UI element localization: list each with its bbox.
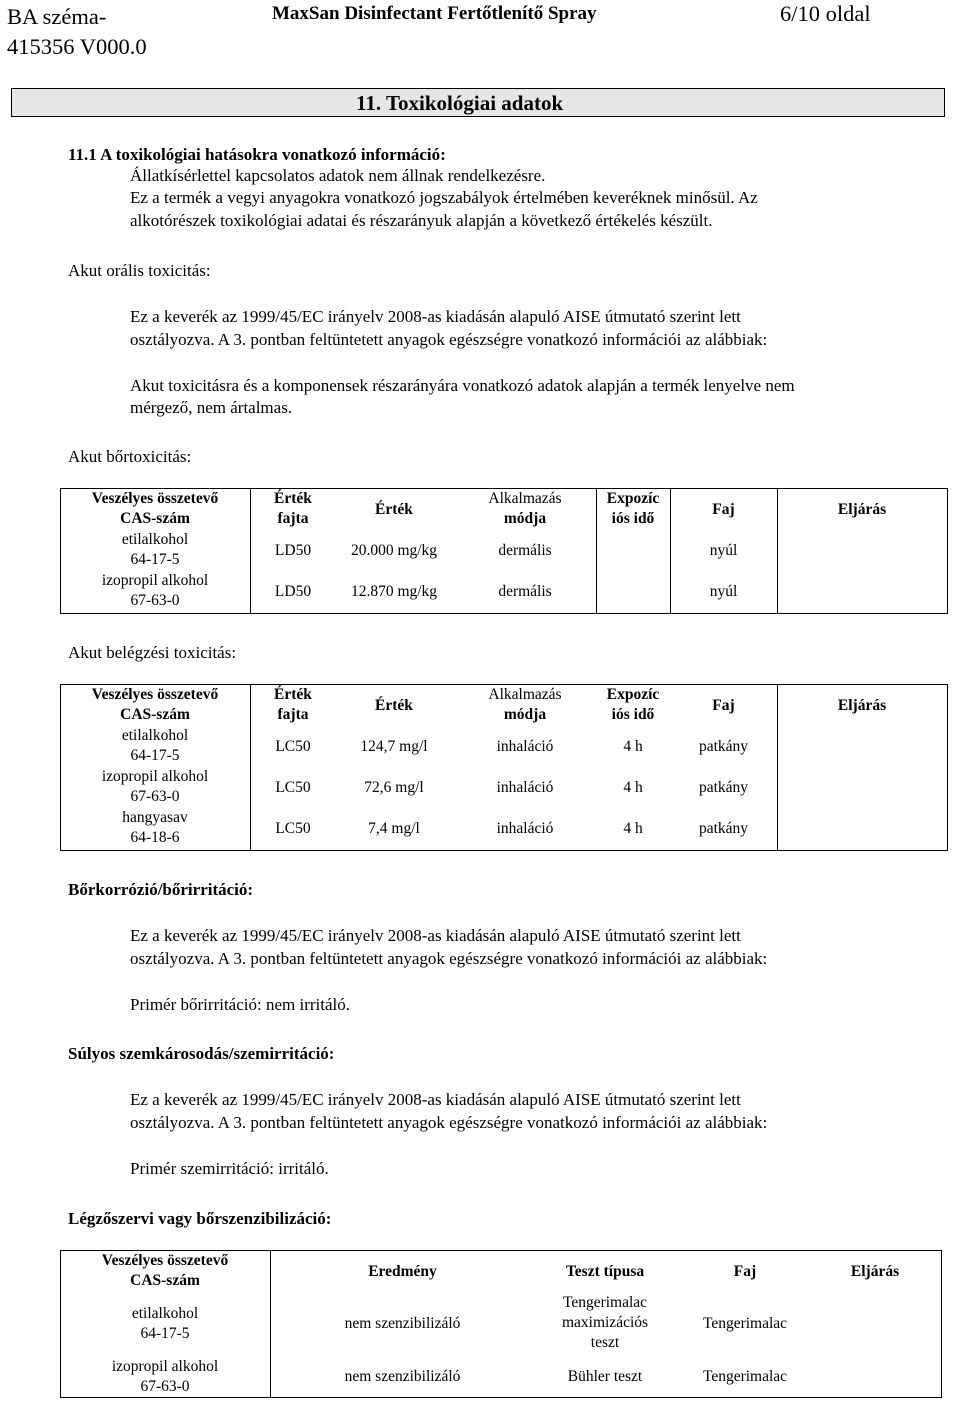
column-divider bbox=[250, 684, 251, 851]
header-component-line-2: CAS-szám bbox=[120, 706, 190, 723]
skin-irritation-label: Bőrkorrózió/bőrirritáció: bbox=[68, 880, 254, 899]
header-route bbox=[466, 489, 584, 529]
column-divider bbox=[270, 1250, 271, 1398]
route-cell: inhaláció bbox=[496, 779, 554, 796]
sensitization-label: Légzőszervi vagy bőrszenzibilizáció: bbox=[68, 1209, 332, 1228]
page-number: 6/10 oldal bbox=[780, 1, 871, 26]
species-cell: patkány bbox=[698, 779, 749, 796]
skin-paragraph-2: Primér bőrirritáció: nem irritáló. bbox=[130, 995, 350, 1014]
component-cell bbox=[60, 571, 250, 611]
cas-number: 64-17-5 bbox=[130, 747, 180, 764]
cas-number: 64-17-5 bbox=[140, 1325, 190, 1342]
value-type-cell: LC50 bbox=[275, 738, 311, 755]
species-cell: Tengerimalac bbox=[702, 1315, 788, 1332]
document-id-line-2: 415356 V000.0 bbox=[7, 34, 147, 59]
subsection-heading: 11.1 A toxikológiai hatásokra vonatkozó információ: bbox=[68, 145, 446, 164]
exposure-time-cell: 4 h bbox=[623, 779, 643, 796]
header-component-line-1: Veszélyes összetevő bbox=[91, 490, 219, 507]
header-route-line-1: Alkalmazás bbox=[488, 490, 562, 507]
header-method: Eljárás bbox=[850, 1263, 900, 1280]
test-type-cell bbox=[530, 1293, 680, 1353]
header-route-line-2: módja bbox=[503, 706, 547, 723]
exposure-time-cell: 4 h bbox=[623, 738, 643, 755]
cas-number: 67-63-0 bbox=[130, 592, 180, 609]
value-cell: 12.870 mg/kg bbox=[350, 583, 438, 600]
cas-number: 64-17-5 bbox=[130, 551, 180, 568]
component-name: hangyasav bbox=[122, 809, 188, 826]
document-id-line-1: BA széma- bbox=[7, 4, 107, 29]
component-cell bbox=[60, 1304, 270, 1344]
header-component-line-2: CAS-szám bbox=[120, 510, 190, 527]
oral-paragraph-1-line-1: Ez a keverék az 1999/45/EC irányelv 2008-as kiadásán alapuló AISE útmutató szerint lett bbox=[130, 307, 741, 326]
value-type-cell: LC50 bbox=[275, 779, 311, 796]
dermal-toxicity-label: Akut bőrtoxicitás: bbox=[68, 447, 192, 466]
header-exposure-time-line-2: iós idő bbox=[611, 706, 655, 723]
header-component bbox=[60, 489, 250, 529]
result-cell: nem szenzibilizáló bbox=[344, 1368, 461, 1385]
product-name: MaxSan Disinfectant Fertőtlenítő Spray bbox=[272, 3, 597, 24]
eye-paragraph-1-line-2: osztályozva. A 3. pontban feltüntetett anyagok egészségre vonatkozó információi az alábbiak: bbox=[130, 1113, 768, 1132]
test-type-line-1: Tengerimalac bbox=[562, 1294, 648, 1311]
component-name: etilalkohol bbox=[131, 1305, 199, 1322]
header-exposure-time-line-1: Expozíc bbox=[606, 490, 660, 507]
header-value-type-line-2: fajta bbox=[277, 706, 309, 723]
section-title: 11. Toxikológiai adatok bbox=[356, 91, 564, 115]
cas-number: 64-18-6 bbox=[130, 829, 180, 846]
header-component bbox=[60, 685, 250, 725]
eye-paragraph-1-line-1: Ez a keverék az 1999/45/EC irányelv 2008-as kiadásán alapuló AISE útmutató szerint lett bbox=[130, 1090, 741, 1109]
section-title-box bbox=[11, 88, 945, 117]
route-cell: dermális bbox=[498, 583, 552, 600]
header-species: Faj bbox=[712, 501, 735, 518]
oral-paragraph-2-line-1: Akut toxicitásra és a komponensek részarányára vonatkozó adatok alapján a termék lenyelve nem bbox=[130, 376, 795, 395]
subsection-line-2: Ez a termék a vegyi anyagokra vonatkozó jogszabályok értelmében keveréknek minősül. Az bbox=[130, 188, 758, 207]
header-value-type-line-2: fajta bbox=[277, 510, 309, 527]
exposure-time-cell: 4 h bbox=[623, 820, 643, 837]
value-type-cell: LD50 bbox=[274, 542, 312, 559]
skin-paragraph-1-line-1: Ez a keverék az 1999/45/EC irányelv 2008-as kiadásán alapuló AISE útmutató szerint lett bbox=[130, 926, 741, 945]
species-cell: Tengerimalac bbox=[702, 1368, 788, 1385]
component-cell bbox=[60, 1357, 270, 1397]
component-name: izopropil alkohol bbox=[111, 1358, 219, 1375]
header-method: Eljárás bbox=[837, 697, 887, 714]
header-route-line-1: Alkalmazás bbox=[488, 686, 562, 703]
subsection-line-1: Állatkísérlettel kapcsolatos adatok nem állnak rendelkezésre. bbox=[130, 166, 546, 185]
component-cell bbox=[60, 808, 250, 848]
header-value-type bbox=[256, 685, 330, 725]
species-cell: nyúl bbox=[709, 583, 738, 600]
value-cell: 7,4 mg/l bbox=[368, 820, 420, 837]
header-exposure-time-line-2: iós idő bbox=[611, 510, 655, 527]
header-exposure-time bbox=[596, 685, 670, 725]
value-cell: 72,6 mg/l bbox=[364, 779, 424, 796]
header-method: Eljárás bbox=[837, 501, 887, 518]
header-value-type-line-1: Érték bbox=[274, 490, 312, 507]
route-cell: inhaláció bbox=[496, 738, 554, 755]
header-component-line-1: Veszélyes összetevő bbox=[101, 1252, 229, 1269]
skin-paragraph-1-line-2: osztályozva. A 3. pontban feltüntetett anyagok egészségre vonatkozó információi az alábbiak: bbox=[130, 949, 768, 968]
header-component-line-1: Veszélyes összetevő bbox=[91, 686, 219, 703]
result-cell: nem szenzibilizáló bbox=[344, 1315, 461, 1332]
header-species: Faj bbox=[733, 1263, 757, 1280]
test-type-line-2: maximizációs bbox=[561, 1314, 649, 1331]
header-component-line-2: CAS-szám bbox=[130, 1272, 200, 1289]
header-result: Eredmény bbox=[368, 1263, 437, 1280]
component-cell bbox=[60, 726, 250, 766]
header-route bbox=[466, 685, 584, 725]
value-cell: 20.000 mg/kg bbox=[350, 542, 438, 559]
test-type-cell: Bühler teszt bbox=[567, 1368, 643, 1385]
header-value-type-line-1: Érték bbox=[274, 686, 312, 703]
component-cell bbox=[60, 767, 250, 807]
cas-number: 67-63-0 bbox=[130, 788, 180, 805]
header-species: Faj bbox=[712, 697, 735, 714]
header-value-type bbox=[256, 489, 330, 529]
oral-toxicity-label: Akut orális toxicitás: bbox=[68, 261, 211, 280]
component-name: izopropil alkohol bbox=[101, 572, 209, 589]
component-cell bbox=[60, 530, 250, 570]
header-route-line-2: módja bbox=[503, 510, 547, 527]
header-exposure-time bbox=[596, 489, 670, 529]
header-value: Érték bbox=[375, 501, 413, 518]
species-cell: nyúl bbox=[709, 542, 738, 559]
header-value: Érték bbox=[375, 697, 413, 714]
eye-irritation-label: Súlyos szemkárosodás/szemirritáció: bbox=[68, 1044, 335, 1063]
species-cell: patkány bbox=[698, 820, 749, 837]
value-type-cell: LC50 bbox=[275, 820, 311, 837]
column-divider bbox=[250, 488, 251, 614]
oral-paragraph-2-line-2: mérgező, nem ártalmas. bbox=[130, 398, 293, 417]
route-cell: dermális bbox=[498, 542, 552, 559]
species-cell: patkány bbox=[698, 738, 749, 755]
value-cell: 124,7 mg/l bbox=[360, 738, 428, 755]
inhalation-toxicity-label: Akut belégzési toxicitás: bbox=[68, 643, 237, 662]
value-type-cell: LD50 bbox=[274, 583, 312, 600]
test-type-line-3: teszt bbox=[590, 1334, 620, 1351]
route-cell: inhaláció bbox=[496, 820, 554, 837]
oral-paragraph-1-line-2: osztályozva. A 3. pontban feltüntetett anyagok egészségre vonatkozó információi az alábbiak: bbox=[130, 330, 768, 349]
component-name: etilalkohol bbox=[121, 727, 189, 744]
component-name: etilalkohol bbox=[121, 531, 189, 548]
header-component bbox=[60, 1251, 270, 1291]
component-name: izopropil alkohol bbox=[101, 768, 209, 785]
cas-number: 67-63-0 bbox=[140, 1378, 190, 1395]
header-exposure-time-line-1: Expozíc bbox=[606, 686, 660, 703]
header-test-type: Teszt típusa bbox=[565, 1263, 645, 1280]
document-id bbox=[7, 2, 147, 62]
eye-paragraph-2: Primér szemirritáció: irritáló. bbox=[130, 1159, 329, 1178]
subsection-line-3: alkotórészek toxikológiai adatai és részarányuk alapján a következő értékelés készült. bbox=[130, 211, 713, 230]
